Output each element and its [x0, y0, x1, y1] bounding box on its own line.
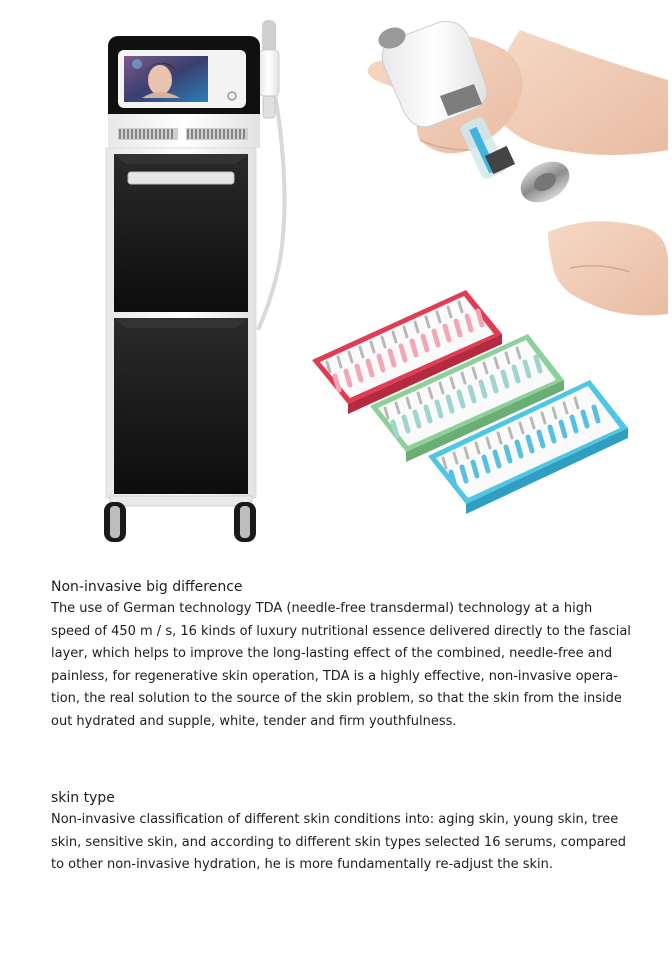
beauty-machine	[104, 20, 284, 542]
lower-cabinet-door	[114, 318, 248, 494]
hands-inserting-cartridge	[368, 21, 669, 315]
cartridge-trays	[312, 290, 628, 514]
paragraph-line: Non-invasive classification of different skin conditions into: aging skin, young skin, tree	[51, 812, 619, 827]
section-heading: skin type	[51, 790, 115, 806]
paragraph-line: skin, sensitive skin, and according to different skin types selected 16 serums, compared	[51, 834, 626, 850]
paragraph-line: tion, the real solution to the source of the skin problem, so that the skin from the inside	[51, 691, 622, 706]
paragraph-line: The use of German technology TDA (needle-free transdermal) technology at a high	[51, 601, 593, 616]
paragraph-line: to other non-invasive hydration, he is more fundamentally re-adjust the skin.	[51, 857, 554, 872]
drawer-handle	[128, 172, 234, 184]
paragraph-line: layer, which helps to improve the long-lasting effect of the combined, needle-free and	[51, 646, 613, 661]
section-skin-type	[51, 787, 641, 877]
paragraph-line: speed of 450 m / s, 16 kinds of luxury nutritional essence delivered directly to the fascial	[51, 623, 631, 639]
paragraph-line: painless, for regenerative skin operation, TDA is a highly effective, non-invasive opera-	[51, 668, 618, 684]
paragraph-line: out hydrated and supple, white, tender and firm youthfulness.	[51, 713, 457, 729]
section-heading: Non-invasive big difference	[51, 579, 243, 595]
section-non-invasive-difference	[51, 576, 641, 733]
caster-wheel	[234, 502, 256, 542]
caster-wheel	[104, 502, 126, 542]
